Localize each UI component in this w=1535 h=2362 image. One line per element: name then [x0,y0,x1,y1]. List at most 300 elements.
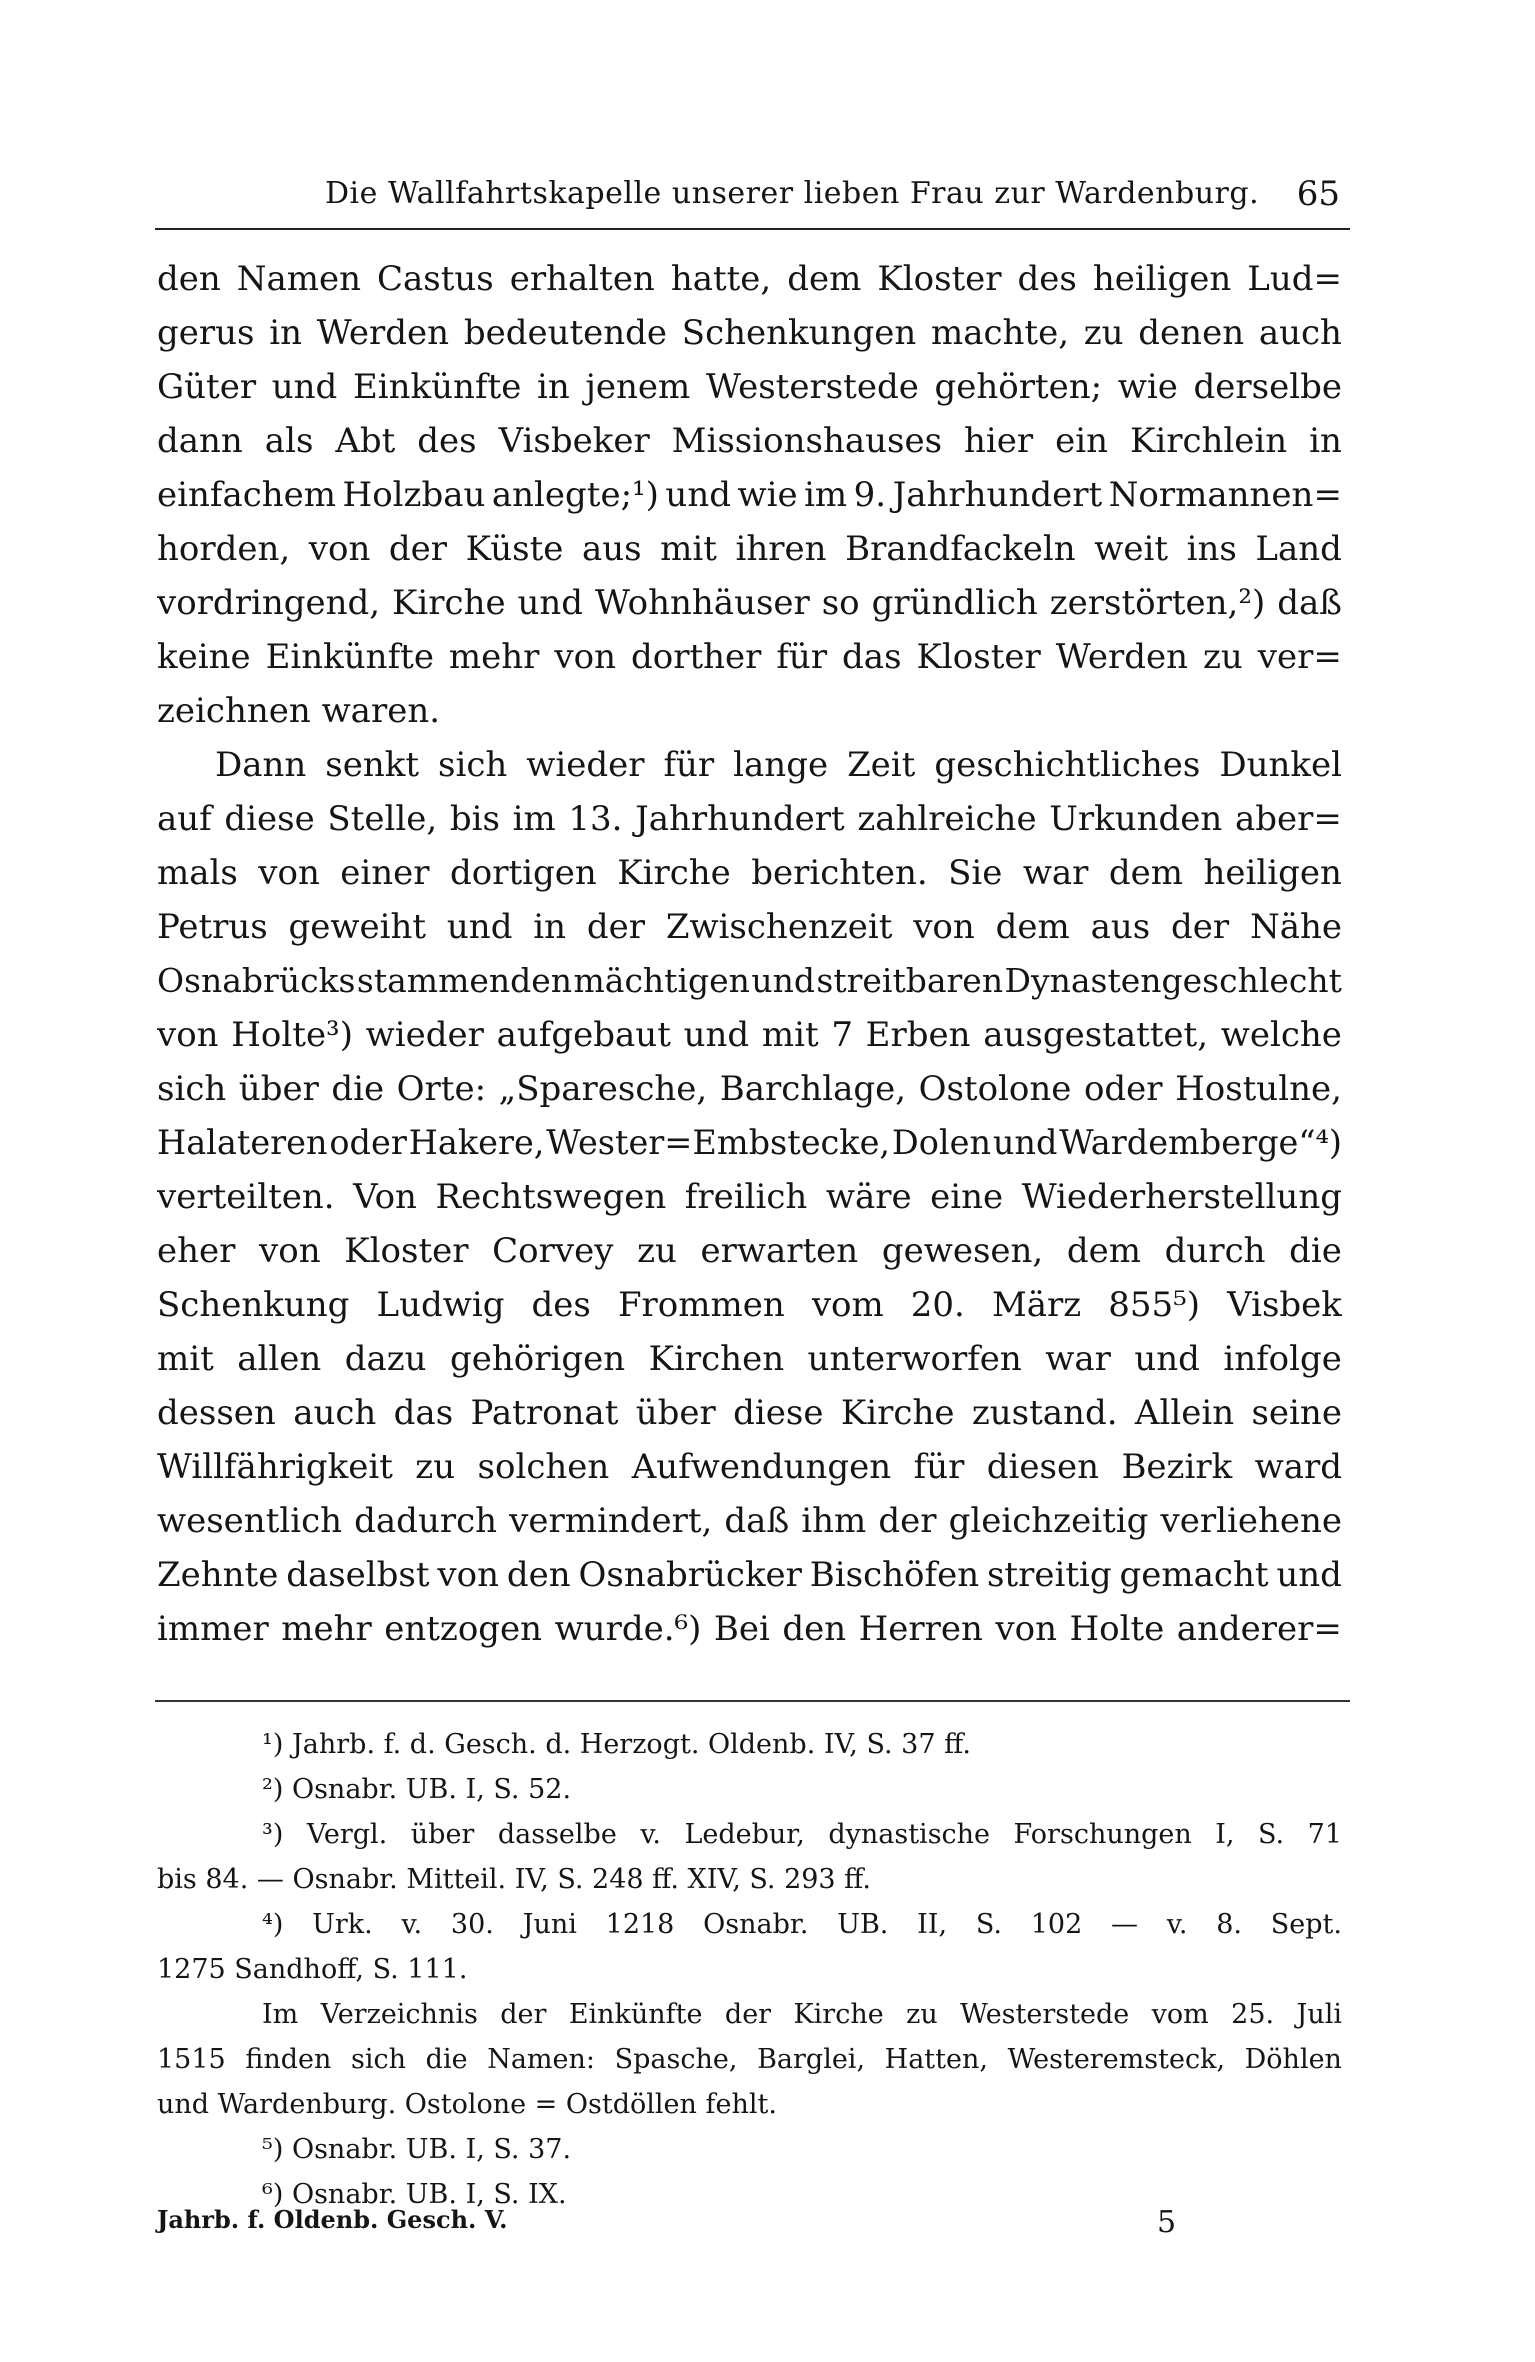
page-number: 65 [1296,174,1340,214]
word: anlegte;¹) [491,475,659,515]
word: Wiederherstellung [1021,1177,1342,1217]
word: anderer= [1176,1609,1342,1649]
word: verteilten. [157,1177,335,1217]
word: der [388,529,448,569]
word: streitbaren [816,961,1004,1000]
word: daß [724,1501,790,1541]
word: Jahrhundert [892,475,1103,515]
word: sich [157,1069,227,1109]
word: von [913,907,975,947]
word: ihren [735,529,827,569]
word: in [533,907,567,947]
word: sich [438,745,508,785]
word: wurde.⁶) [554,1609,702,1649]
text-line [157,954,1342,1008]
word: gehörigen [450,1339,626,1379]
word: seine [1251,1393,1342,1433]
word: im [804,475,848,515]
word: dazu [344,1339,427,1379]
text-line [157,252,1342,306]
word: Visbeker [498,421,650,461]
word: Schenkung [157,1285,350,1325]
word: Sie [948,853,1003,893]
word: dasselbe [497,1819,617,1850]
word: geweiht [288,907,427,947]
word: Ludwig [376,1285,505,1325]
word: Holte [1069,1609,1165,1649]
word: zahlreiche [857,799,1037,839]
word: Hostulne, [1175,1069,1342,1109]
word: und [683,1015,750,1055]
text-line [157,1494,1342,1548]
word: von [308,529,371,569]
word: UB. [837,1909,889,1940]
footnote-3 [157,1812,1342,1857]
word: Zeit [847,745,916,785]
word: ein [1055,421,1108,461]
word: zu [415,1447,456,1487]
word: verliehene [1160,1501,1342,1541]
word: Küste [465,529,564,569]
word: Willfährigkeit [157,1447,393,1487]
word: Bischöfen [809,1555,980,1595]
word: dortigen [449,853,597,893]
text-line [157,468,1342,522]
word: zu [1203,637,1243,677]
word: des [1017,259,1077,299]
word: Einkünfte [568,1999,703,2030]
word: gleichzeitig [948,1501,1149,1541]
word: wesentlich [157,1501,343,1541]
word: Brandfackeln [845,529,1076,569]
word: freilich [684,1177,808,1217]
word: der [1171,907,1230,947]
word: erwarten [700,1231,859,1271]
word: sich [351,2044,407,2075]
word: Wardemberge“⁴) [1059,1123,1342,1162]
word: Westeremsteck, [1007,2044,1226,2075]
word: den [157,259,221,299]
word: bis [449,799,500,839]
word: und [992,1123,1058,1162]
word: Halateren [157,1123,328,1162]
text-line [157,1170,1342,1224]
word: einfachem [157,475,337,515]
word: dessen [157,1393,276,1433]
word: Abt [335,421,396,461]
word: durch [1164,1231,1266,1271]
word: Nähe [1249,907,1342,947]
header-rule [155,228,1350,230]
word: zu [637,1231,677,1271]
word: und [751,961,815,1000]
word: Westerstede [960,1999,1130,2030]
word: wieder [526,745,645,785]
word: ausgestattet, [983,1015,1209,1055]
footnote-3-continued: bis 84. — Osnabr. Mitteil. IV, S. 248 ff. XIV, S. 293 ff. [157,1864,871,1895]
word: Einkünfte [352,367,522,407]
text-line [157,1278,1342,1332]
word: solchen [477,1447,610,1487]
word: 9. [853,475,887,515]
text-line [157,1440,1342,1494]
word: der [586,907,646,947]
footnote-2: ²) Osnabr. UB. I, S. 52. [262,1774,572,1805]
word: mit [761,1015,819,1055]
text-line [157,576,1342,630]
text-line [157,846,1342,900]
word: auch [293,1393,377,1433]
word: Castus [377,259,494,299]
word: 855⁵) [1108,1285,1201,1325]
sheet-number: 5 [1157,2205,1177,2240]
text-line [157,522,1342,576]
word: mals [157,853,238,893]
word: wie [1117,367,1178,407]
text-line [157,1548,1342,1602]
text-line [157,1602,1342,1656]
word: diese [733,1393,824,1433]
word: hatte, [670,259,772,299]
word: für [913,1447,965,1487]
word: für [776,637,828,677]
word: Döhlen [1244,2044,1342,2075]
word: 102 [1030,1909,1083,1940]
word: Schenkungen [681,313,917,353]
footnote-4-note-end: und Wardenburg. Ostolone = Ostdöllen fehlt. [157,2089,777,2120]
word: „Sparesche, [498,1069,708,1109]
word: zerstörten,²) [1049,583,1266,623]
text-line [157,1062,1342,1116]
word: mit [157,1339,214,1379]
word: Barchlage, [719,1069,907,1109]
word: daselbst [286,1555,430,1595]
word: aus [581,529,642,569]
word: 71 [1307,1819,1342,1850]
word: Werden [1055,637,1189,677]
word: derselbe [1193,367,1342,407]
word: Osnabrücks [157,961,356,1000]
word: den [506,1555,571,1595]
word: zu [906,1999,938,2030]
text-line [157,1386,1342,1440]
word: Verzeichnis [320,1999,478,2030]
word: Zehnte [157,1555,279,1595]
word: Normannen= [1108,475,1342,515]
word: infolge [1223,1339,1342,1379]
word: Westerstede [705,367,919,407]
word: gründlich [871,583,1038,623]
word: war [1022,853,1089,893]
word: Lud= [1247,259,1342,299]
word: vom [811,1285,884,1325]
word: Im [262,1999,299,2030]
word: horden, [157,529,291,569]
word: Missionshauses [671,421,943,461]
word: vom [1151,1999,1209,2030]
word: war [1045,1339,1111,1379]
word: Holte³) [231,1015,353,1055]
word: Kirchlein [1129,421,1288,461]
word: I, [1215,1819,1235,1850]
word: Jahrhundert [635,799,845,839]
text-line [157,738,1342,792]
word: Hakere, [408,1123,545,1162]
word: 13. [568,799,623,839]
word: dem [1066,1231,1142,1271]
word: 30. [450,1909,494,1940]
word: Einkünfte [265,637,434,677]
word: in [1309,421,1342,461]
word: Namen: [487,2044,595,2075]
word: für [663,745,715,785]
word: Forschungen [1013,1819,1192,1850]
word: so [821,583,860,623]
word: das [393,1393,454,1433]
word: diesen [986,1447,1100,1487]
word: als [264,421,314,461]
word: einer [340,853,430,893]
word: Bezirk [1121,1447,1233,1487]
word: Barglei, [757,2044,866,2075]
word: senkt [325,745,420,785]
word: Allein [1134,1393,1235,1433]
word: im [512,799,556,839]
word: wieder [365,1015,484,1055]
word: aber= [1234,799,1342,839]
word: von [259,1231,321,1271]
word: Land [1255,529,1342,569]
text-line: zeichnen waren. [157,691,441,731]
word: dorther [630,637,762,677]
text-line [157,1116,1342,1170]
word: Herren [858,1609,983,1649]
word: dem [995,907,1070,947]
word: wäre [825,1177,912,1217]
word: über [635,1393,716,1433]
word: Orte: [396,1069,487,1109]
word: von [437,1555,499,1595]
word: weit [1094,529,1169,569]
word: geschichtliches [934,745,1201,785]
footnote-4-note-continued [157,2037,1342,2082]
footnote-4 [157,1902,1342,1947]
word: des [417,421,477,461]
word: v. [640,1819,661,1850]
word: Urkunden [1049,799,1223,839]
footnotes [157,1722,1342,2217]
text-line [157,414,1342,468]
word: des [531,1285,591,1325]
word: denen [1138,313,1245,353]
word: Kloster [916,637,1041,677]
word: 25. [1231,1999,1275,2030]
word: Kloster [344,1231,469,1271]
word: aufgebaut [496,1015,671,1055]
word: keine [157,637,251,677]
word: ihm [801,1501,867,1541]
word: dann [157,421,243,461]
word: 7 [831,1015,853,1055]
word: oder [329,1123,407,1162]
word: S. [1258,1819,1285,1850]
word: mächtigen [573,961,750,1000]
word: gerus [157,313,255,353]
word: der [500,1999,547,2030]
word: Kirche [840,1393,955,1433]
body-text [157,252,1342,1656]
word: streitig [986,1555,1112,1595]
word: Hatten, [884,2044,988,2075]
word: 8. [1216,1909,1242,1940]
footnote-1: ¹) Jahrb. f. d. Gesch. d. Herzogt. Oldenb. IV, S. 37 ff. [262,1729,971,1760]
word: diese [224,799,315,839]
word: das [842,637,902,677]
word: und [446,907,513,947]
word: entzogen [384,1609,543,1649]
word: Holzbau [342,475,486,515]
signature-mark: Jahrb. f. Oldenb. Gesch. V. [157,2205,508,2234]
word: aus [1090,907,1151,947]
footnote-rule [155,1700,1350,1702]
word: finden [245,2044,332,2075]
word: 20. [910,1285,965,1325]
word: bedeutende [463,313,668,353]
word: Petrus [157,907,268,947]
running-header [155,168,1350,216]
word: ward [1254,1447,1342,1487]
word: allen [237,1339,322,1379]
word: die [331,1069,385,1109]
word: und [1134,1339,1200,1379]
word: wie [737,475,798,515]
word: der [878,1501,937,1541]
word: ver= [1257,637,1342,677]
word: auf [157,799,212,839]
word: Zwischenzeit [665,907,893,947]
word: Corvey [492,1231,614,1271]
word: dadurch [354,1501,498,1541]
running-title: Die Wallfahrtskapelle unserer lieben Frau zur Wardenburg. [325,176,1260,211]
word: Werden [316,313,450,353]
word: Rechtswegen [435,1177,667,1217]
word: oder [1083,1069,1163,1109]
footnote-4-note [157,1992,1342,2037]
word: Güter [157,367,257,407]
word: stammenden [356,961,573,1000]
word: Sept. [1270,1909,1342,1940]
word: Stelle, [327,799,438,839]
word: und [271,367,338,407]
word: über [410,1819,475,1850]
word: und [1276,1555,1342,1595]
word: über [238,1069,319,1109]
word: Kirche [392,583,506,623]
text-line [157,1008,1342,1062]
text-line [157,360,1342,414]
word: Dolen [891,1123,992,1162]
word: erhalten [509,259,655,299]
text-line [157,900,1342,954]
word: Spasche, [614,2044,738,2075]
word: Wester=Embstecke, [546,1123,891,1162]
text-line [157,630,1342,684]
word: mehr [448,637,540,677]
page-footer [157,2205,1342,2245]
word: machte, [930,313,1070,353]
word: unterworfen [807,1339,1022,1379]
word: mehr [281,1609,372,1649]
word: in [269,313,302,353]
word: daß [1277,583,1342,623]
footnote-4-continued: 1275 Sandhoff, S. 111. [157,1954,468,1985]
word: II, [917,1909,948,1940]
text-line [157,792,1342,846]
word: Dynastengeschlecht [1004,961,1342,1000]
word: lange [733,745,829,785]
word: die [1289,1231,1342,1271]
word: ⁴) [262,1909,284,1940]
footnote-5: ⁵) Osnabr. UB. I, S. 37. [262,2134,572,2165]
word: von [157,1015,219,1055]
word: v. [401,1909,423,1940]
word: Von [353,1177,417,1217]
word: den [782,1609,847,1649]
word: Bei [713,1609,770,1649]
word: Vergl. [306,1819,388,1850]
word: von [995,1609,1057,1649]
word: Wohnhäuser [595,583,810,623]
word: mit [660,529,717,569]
word: eher [157,1231,236,1271]
word: Frommen [617,1285,785,1325]
text-line [157,306,1342,360]
word: welche [1220,1015,1342,1055]
word: dem [787,259,862,299]
word: und [517,583,584,623]
word: hier [963,421,1034,461]
word: gehörten; [934,367,1103,407]
text-line [157,1224,1342,1278]
word: auch [1258,313,1342,353]
footnote-6: ⁶) Osnabr. UB. I, S. IX. [262,2179,567,2210]
word: dynastische [828,1819,991,1850]
word: dem [1108,853,1184,893]
word: heiligen [1203,853,1342,893]
word: Juli [1296,1999,1342,2030]
word: 1515 [157,2044,226,2075]
word: Kirche [793,1999,884,2030]
text-line [157,1332,1342,1386]
word: Ledebur, [684,1819,805,1850]
word: Erben [865,1015,971,1055]
word: berichten. [751,853,928,893]
word: Kirchen [648,1339,785,1379]
word: v. [1166,1909,1188,1940]
word: Kloster [877,259,1002,299]
word: heiligen [1092,259,1232,299]
word: Dann [215,745,307,785]
word: Kirche [617,853,731,893]
word: zu [1083,313,1124,353]
word: — [1111,1909,1139,1940]
word: 1218 [605,1909,675,1940]
word: vordringend, [157,583,381,623]
word: vermindert, [509,1501,713,1541]
word: Osnabrücker [578,1555,802,1595]
word: Osnabr. [703,1909,809,1940]
word: in [536,367,570,407]
